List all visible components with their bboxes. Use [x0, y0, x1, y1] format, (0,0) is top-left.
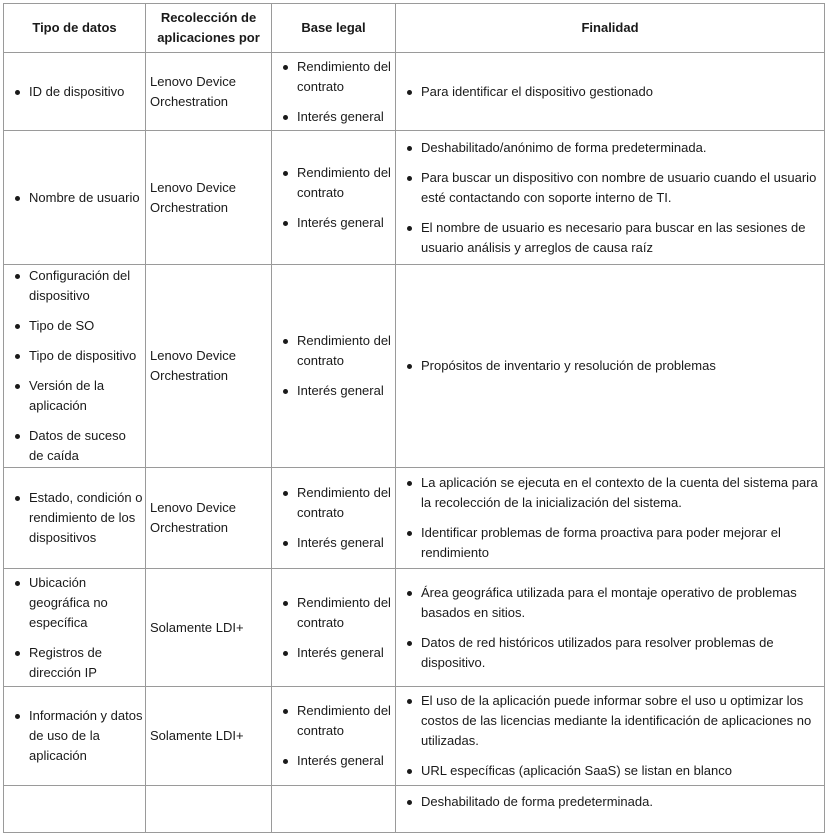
- data-collection-table: [3, 3, 825, 833]
- collector-cell: Solamente LDI+: [146, 687, 272, 786]
- list-item: Deshabilitado/anónimo de forma predeterminada.: [396, 138, 824, 158]
- table-row: [4, 468, 825, 569]
- list-item: Datos de suceso de caída: [4, 426, 145, 466]
- list-item: Rendimiento del contrato: [272, 483, 395, 523]
- collector-cell: Lenovo Device Orchestration: [146, 468, 272, 569]
- list-item: Rendimiento del contrato: [272, 593, 395, 633]
- data-type-cell-list: [4, 573, 145, 683]
- list-item: Rendimiento del contrato: [272, 57, 395, 97]
- list-item: Configuración del dispositivo: [4, 266, 145, 306]
- legal-basis-cell-list: [272, 701, 395, 771]
- list-item: Identificar problemas de forma proactiva para poder mejorar el rendimiento: [396, 523, 824, 563]
- list-item: Interés general: [272, 213, 395, 233]
- list-item: Propósitos de inventario y resolución de problemas: [396, 356, 824, 376]
- legal-basis-cell-list: [272, 331, 395, 401]
- list-item: Registros de dirección IP: [4, 643, 145, 683]
- purpose-cell-list: [396, 473, 824, 563]
- purpose-cell: [396, 687, 825, 786]
- list-item: Información y datos de uso de la aplicación: [4, 706, 145, 766]
- legal-basis-cell: [272, 131, 396, 265]
- purpose-cell: [396, 53, 825, 131]
- data-type-cell: [4, 53, 146, 131]
- table-row: [4, 687, 825, 786]
- data-type-cell-list: [4, 488, 145, 548]
- table-row: [4, 131, 825, 265]
- list-item: Para buscar un dispositivo con nombre de usuario cuando el usuario esté contactando con soporte interno de TI.: [396, 168, 824, 208]
- list-item: Interés general: [272, 643, 395, 663]
- collector-cell: Lenovo Device Orchestration: [146, 53, 272, 131]
- table-row: [4, 53, 825, 131]
- header-legal-basis: Base legal: [272, 4, 396, 53]
- table-row: [4, 786, 825, 833]
- purpose-cell-list: [396, 691, 824, 781]
- data-type-cell: [4, 468, 146, 569]
- legal-basis-cell: [272, 687, 396, 786]
- list-item: Interés general: [272, 751, 395, 771]
- purpose-cell: [396, 468, 825, 569]
- list-item: Ubicación geográfica no específica: [4, 573, 145, 633]
- list-item: Interés general: [272, 381, 395, 401]
- list-item: URL específicas (aplicación SaaS) se listan en blanco: [396, 761, 824, 781]
- data-type-cell-list: [4, 188, 145, 208]
- legal-basis-cell: [272, 265, 396, 468]
- list-item: Datos de red históricos utilizados para resolver problemas de dispositivo.: [396, 633, 824, 673]
- list-item: ID de dispositivo: [4, 82, 145, 102]
- list-item: Rendimiento del contrato: [272, 331, 395, 371]
- collector-cell: Lenovo Device Orchestration: [146, 265, 272, 468]
- legal-basis-cell-list: [272, 163, 395, 233]
- purpose-cell-list: [396, 792, 824, 812]
- list-item: Rendimiento del contrato: [272, 163, 395, 203]
- list-item: El uso de la aplicación puede informar sobre el uso u optimizar los costos de las licencias mediante la identificación de aplicaciones no utilizadas.: [396, 691, 824, 751]
- list-item: Tipo de SO: [4, 316, 145, 336]
- purpose-cell-list: [396, 138, 824, 258]
- list-item: Para identificar el dispositivo gestionado: [396, 82, 824, 102]
- list-item: Rendimiento del contrato: [272, 701, 395, 741]
- collector-cell: Solamente LDI+: [146, 569, 272, 687]
- data-type-cell: [4, 265, 146, 468]
- data-type-cell-list: [4, 706, 145, 766]
- legal-basis-cell: [272, 468, 396, 569]
- header-collected-by: Recolección de aplicaciones por: [146, 4, 272, 53]
- legal-basis-cell: [272, 786, 396, 833]
- purpose-cell: [396, 131, 825, 265]
- data-type-cell: [4, 687, 146, 786]
- data-type-cell: [4, 569, 146, 687]
- list-item: Interés general: [272, 533, 395, 553]
- list-item: Nombre de usuario: [4, 188, 145, 208]
- table-row: [4, 265, 825, 468]
- purpose-cell-list: [396, 82, 824, 102]
- data-type-cell-list: [4, 82, 145, 102]
- list-item: Versión de la aplicación: [4, 376, 145, 416]
- list-item: El nombre de usuario es necesario para buscar en las sesiones de usuario análisis y arreglos de causa raíz: [396, 218, 824, 258]
- purpose-cell-list: [396, 583, 824, 673]
- legal-basis-cell: [272, 569, 396, 687]
- legal-basis-cell: [272, 53, 396, 131]
- legal-basis-cell-list: [272, 57, 395, 127]
- list-item: Interés general: [272, 107, 395, 127]
- header-data-type: Tipo de datos: [4, 4, 146, 53]
- list-item: Estado, condición o rendimiento de los dispositivos: [4, 488, 145, 548]
- list-item: Tipo de dispositivo: [4, 346, 145, 366]
- header-purpose: Finalidad: [396, 4, 825, 53]
- purpose-cell-list: [396, 356, 824, 376]
- legal-basis-cell-list: [272, 483, 395, 553]
- data-type-cell: [4, 131, 146, 265]
- collector-cell: Lenovo Device Orchestration: [146, 131, 272, 265]
- header-row: [4, 4, 825, 53]
- list-item: La aplicación se ejecuta en el contexto de la cuenta del sistema para la recolección de la inicialización del sistema.: [396, 473, 824, 513]
- list-item: Deshabilitado de forma predeterminada.: [396, 792, 824, 812]
- list-item: Área geográfica utilizada para el montaje operativo de problemas basados en sitios.: [396, 583, 824, 623]
- purpose-cell: [396, 786, 825, 833]
- table-row: [4, 569, 825, 687]
- data-type-cell-list: [4, 266, 145, 466]
- purpose-cell: [396, 265, 825, 468]
- data-type-cell: [4, 786, 146, 833]
- collector-cell: [146, 786, 272, 833]
- legal-basis-cell-list: [272, 593, 395, 663]
- purpose-cell: [396, 569, 825, 687]
